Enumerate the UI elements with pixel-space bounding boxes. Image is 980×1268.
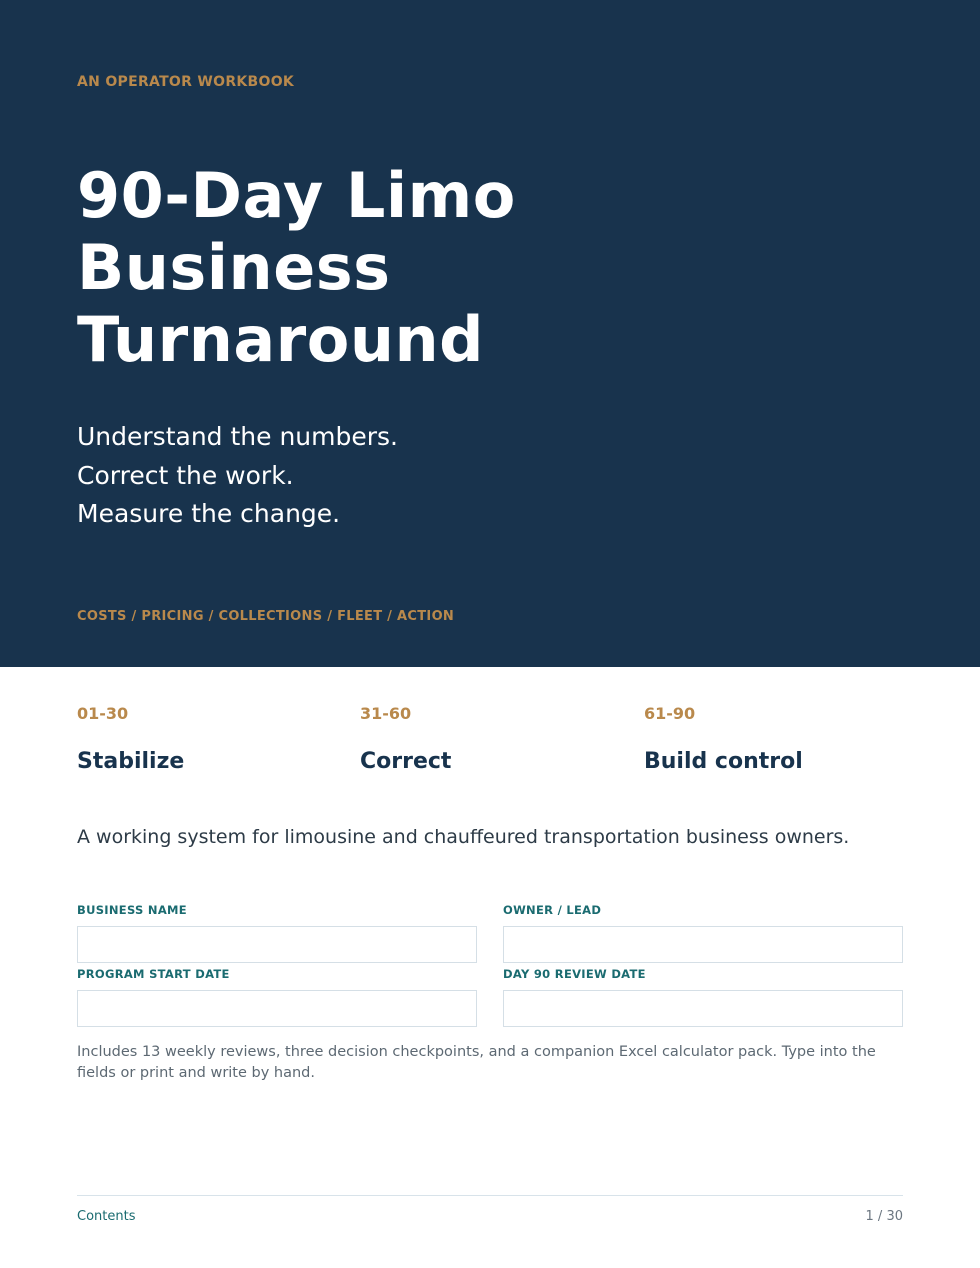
includes-note: Includes 13 weekly reviews, three decision checkpoints, and a companion Excel calculator pack. Type into the fields or print and write by hand. <box>77 1044 876 1081</box>
title-line-2: Business <box>77 231 391 304</box>
day90-review-date-field <box>503 967 903 1027</box>
tagline-line-3: Measure the change. <box>77 499 341 528</box>
business-name-field <box>77 903 477 963</box>
phase-name: Build control <box>644 749 803 774</box>
program-start-date-field <box>77 967 477 1027</box>
title-line-1: 90-Day Limo <box>77 159 516 232</box>
footer-divider <box>77 1195 903 1196</box>
phase-name: Correct <box>360 749 452 774</box>
title-line-3: Turnaround <box>77 303 485 376</box>
program-start-date-input[interactable] <box>77 990 477 1027</box>
tagline-line-2: Correct the work. <box>77 460 294 490</box>
phase-stabilize <box>77 704 337 776</box>
phase-name: Stabilize <box>77 749 185 774</box>
summary-text: A working system for limousine and chauffeured transportation business owners. <box>77 826 850 848</box>
day90-review-date-input[interactable] <box>503 990 903 1027</box>
topics-list: COSTS / PRICING / COLLECTIONS / FLEET / ACTION <box>77 609 455 624</box>
phase-range: 31-60 <box>360 704 412 723</box>
page-title <box>77 160 697 376</box>
phase-build-control <box>644 704 904 776</box>
eyebrow-label: AN OPERATOR WORKBOOK <box>77 74 295 90</box>
phase-range: 01-30 <box>77 704 129 723</box>
owner-lead-field <box>503 903 903 963</box>
phase-correct <box>360 704 620 776</box>
business-name-label: BUSINESS NAME <box>77 903 187 917</box>
tagline <box>77 418 398 534</box>
phase-range: 61-90 <box>644 704 696 723</box>
owner-lead-label: OWNER / LEAD <box>503 903 602 917</box>
page-indicator: 1 / 30 <box>865 1209 903 1224</box>
day90-review-date-label: DAY 90 REVIEW DATE <box>503 967 646 981</box>
business-name-input[interactable] <box>77 926 477 963</box>
contents-link[interactable]: Contents <box>77 1209 136 1224</box>
program-start-date-label: PROGRAM START DATE <box>77 967 230 981</box>
owner-lead-input[interactable] <box>503 926 903 963</box>
tagline-line-1: Understand the numbers. <box>77 422 398 451</box>
